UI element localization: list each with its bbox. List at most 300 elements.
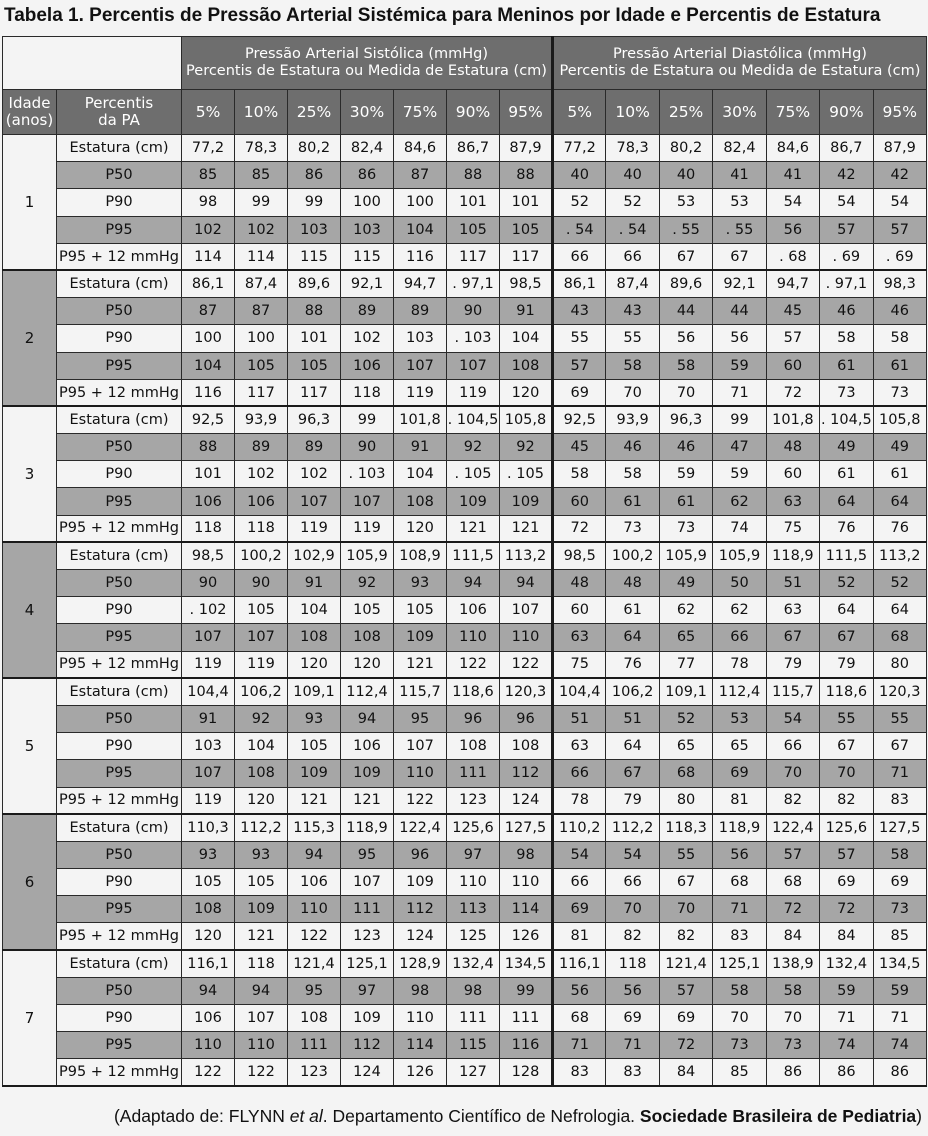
diastolic-value-cell: 61: [873, 461, 926, 488]
diastolic-value-cell: 53: [713, 705, 766, 732]
table-row: [3, 733, 927, 760]
systolic-value-cell: 121,4: [288, 950, 341, 977]
diastolic-value-cell: 80,2: [659, 135, 712, 162]
diastolic-value-cell: 75: [766, 515, 819, 542]
diastolic-value-cell: 54: [766, 189, 819, 216]
source-citation: [114, 1103, 922, 1129]
age-group: [3, 135, 927, 271]
diastolic-value-cell: 41: [766, 162, 819, 189]
diastolic-value-cell: 69: [820, 869, 873, 896]
diastolic-value-cell: 55: [873, 705, 926, 732]
diastolic-value-cell: 76: [606, 651, 659, 678]
table-row: [3, 624, 927, 651]
diastolic-value-cell: 57: [820, 216, 873, 243]
row-label: P95 + 12 mmHg: [57, 379, 182, 406]
row-label: P90: [57, 461, 182, 488]
row-label: P50: [57, 977, 182, 1004]
row-label: P95: [57, 896, 182, 923]
diastolic-value-cell: 52: [606, 189, 659, 216]
table-row: [3, 678, 927, 705]
systolic-value-cell: 104: [235, 733, 288, 760]
table-row: [3, 325, 927, 352]
systolic-value-cell: 98: [447, 977, 500, 1004]
systolic-value-cell: 108: [447, 733, 500, 760]
diastolic-value-cell: 86: [820, 1059, 873, 1086]
diastolic-value-cell: 68: [766, 869, 819, 896]
diastolic-value-cell: 52: [553, 189, 606, 216]
diastolic-value-cell: 82: [766, 787, 819, 814]
systolic-value-cell: 93: [288, 705, 341, 732]
systolic-value-cell: 121: [447, 515, 500, 542]
row-label: Estatura (cm): [57, 542, 182, 569]
systolic-value-cell: 98: [500, 841, 553, 868]
diastolic-value-cell: 69: [606, 1005, 659, 1032]
systolic-value-cell: 93: [394, 570, 447, 597]
diastolic-value-cell: 57: [766, 325, 819, 352]
table-row: [3, 243, 927, 270]
systolic-value-cell: . 103: [447, 325, 500, 352]
systolic-value-cell: 107: [235, 1005, 288, 1032]
systolic-value-cell: 117: [235, 379, 288, 406]
diastolic-value-cell: 51: [606, 705, 659, 732]
diastolic-value-cell: 132,4: [820, 950, 873, 977]
table-row: [3, 651, 927, 678]
systolic-value-cell: 101: [182, 461, 235, 488]
diastolic-value-cell: . 69: [820, 243, 873, 270]
systolic-value-cell: 110: [500, 624, 553, 651]
table-row: [3, 1032, 927, 1059]
row-label: P90: [57, 325, 182, 352]
systolic-value-cell: 118: [341, 379, 394, 406]
row-label: P95: [57, 352, 182, 379]
diastolic-value-cell: 40: [553, 162, 606, 189]
diastolic-value-cell: 43: [553, 298, 606, 325]
diastolic-value-cell: 74: [873, 1032, 926, 1059]
systolic-value-cell: 108: [288, 1005, 341, 1032]
diastolic-value-cell: 84: [766, 923, 819, 950]
diastolic-value-cell: 71: [713, 896, 766, 923]
diastolic-value-cell: 89,6: [659, 270, 712, 297]
diastolic-value-cell: 69: [553, 896, 606, 923]
systolic-value-cell: 122: [288, 923, 341, 950]
diastolic-value-cell: 61: [873, 352, 926, 379]
diastolic-value-cell: 72: [766, 379, 819, 406]
diastolic-value-cell: 61: [606, 488, 659, 515]
systolic-value-cell: 90: [182, 570, 235, 597]
row-label: Estatura (cm): [57, 135, 182, 162]
table-row: [3, 1005, 927, 1032]
systolic-value-cell: 87,4: [235, 270, 288, 297]
diastolic-value-cell: 82: [606, 923, 659, 950]
diastolic-value-cell: 82: [820, 787, 873, 814]
diastolic-value-cell: 59: [713, 352, 766, 379]
systolic-value-cell: 121: [500, 515, 553, 542]
age-group: [3, 814, 927, 950]
systolic-value-cell: . 105: [447, 461, 500, 488]
row-label: P90: [57, 1005, 182, 1032]
diastolic-value-cell: 66: [606, 869, 659, 896]
age-group: [3, 270, 927, 406]
row-label: P50: [57, 162, 182, 189]
systolic-value-cell: 107: [500, 597, 553, 624]
row-label: P95: [57, 760, 182, 787]
diastolic-value-cell: 105,9: [713, 542, 766, 569]
systolic-value-cell: 106: [235, 488, 288, 515]
diastolic-value-cell: 66: [553, 760, 606, 787]
systolic-value-cell: 90: [341, 434, 394, 461]
systolic-value-cell: 98,5: [182, 542, 235, 569]
systolic-value-cell: 102: [235, 461, 288, 488]
table-row: [3, 352, 927, 379]
systolic-value-cell: 89: [341, 298, 394, 325]
diastolic-value-cell: 54: [553, 841, 606, 868]
diastolic-value-cell: 58: [873, 325, 926, 352]
diastolic-value-cell: 40: [659, 162, 712, 189]
systolic-value-cell: 112: [341, 1032, 394, 1059]
diastolic-value-cell: 85: [713, 1059, 766, 1086]
systolic-value-cell: 105: [182, 869, 235, 896]
pa-header-line2: da PA: [98, 111, 140, 129]
systolic-value-cell: 88: [447, 162, 500, 189]
source-suffix: ): [916, 1106, 922, 1126]
systolic-value-cell: 112,2: [235, 814, 288, 841]
diastolic-value-cell: 109,1: [659, 678, 712, 705]
systolic-value-cell: 110: [500, 869, 553, 896]
systolic-value-cell: 123: [341, 923, 394, 950]
diastolic-value-cell: 106,2: [606, 678, 659, 705]
systolic-value-cell: 104: [182, 352, 235, 379]
systolic-value-cell: 124: [394, 923, 447, 950]
diastolic-value-cell: 60: [553, 488, 606, 515]
diastolic-value-cell: . 54: [606, 216, 659, 243]
systolic-value-cell: 96: [500, 705, 553, 732]
diastolic-value-cell: 52: [820, 570, 873, 597]
systolic-value-cell: 101: [447, 189, 500, 216]
systolic-value-cell: 119: [235, 651, 288, 678]
systolic-value-cell: 116: [500, 1032, 553, 1059]
table-row: [3, 542, 927, 569]
systolic-value-cell: 96: [394, 841, 447, 868]
systolic-value-cell: 122: [235, 1059, 288, 1086]
diastolic-value-cell: 98,3: [873, 270, 926, 297]
systolic-value-cell: 88: [288, 298, 341, 325]
diastolic-value-cell: 72: [659, 1032, 712, 1059]
systolic-value-cell: 121: [288, 787, 341, 814]
diastolic-value-cell: 79: [820, 651, 873, 678]
systolic-value-cell: 99: [288, 189, 341, 216]
diastolic-value-cell: 52: [659, 705, 712, 732]
systolic-value-cell: 84,6: [394, 135, 447, 162]
systolic-value-cell: 105: [288, 352, 341, 379]
age-cell: 1: [3, 135, 57, 271]
systolic-percentile-header: 95%: [500, 90, 553, 135]
diastolic-value-cell: 71: [713, 379, 766, 406]
diastolic-value-cell: 46: [659, 434, 712, 461]
systolic-value-cell: 105: [447, 216, 500, 243]
diastolic-value-cell: 98,5: [553, 542, 606, 569]
systolic-value-cell: 108: [500, 733, 553, 760]
systolic-value-cell: 115,3: [288, 814, 341, 841]
diastolic-value-cell: 121,4: [659, 950, 712, 977]
diastolic-value-cell: 118,3: [659, 814, 712, 841]
systolic-value-cell: 109: [394, 624, 447, 651]
diastolic-value-cell: 101,8: [766, 406, 819, 433]
diastolic-value-cell: 58: [766, 977, 819, 1004]
systolic-value-cell: 94: [500, 570, 553, 597]
diastolic-value-cell: 93,9: [606, 406, 659, 433]
diastolic-value-cell: 78: [553, 787, 606, 814]
systolic-value-cell: 89: [394, 298, 447, 325]
systolic-value-cell: 103: [341, 216, 394, 243]
systolic-value-cell: 106: [341, 352, 394, 379]
systolic-value-cell: 106: [182, 488, 235, 515]
diastolic-value-cell: 68: [873, 624, 926, 651]
systolic-value-cell: 102: [341, 325, 394, 352]
diastolic-value-cell: 78: [713, 651, 766, 678]
systolic-value-cell: 121: [235, 923, 288, 950]
systolic-value-cell: 86,7: [447, 135, 500, 162]
diastolic-value-cell: 80: [659, 787, 712, 814]
diastolic-value-cell: 64: [820, 488, 873, 515]
diastolic-value-cell: 115,7: [766, 678, 819, 705]
systolic-value-cell: 120: [182, 923, 235, 950]
row-label: P95 + 12 mmHg: [57, 923, 182, 950]
diastolic-value-cell: 73: [873, 379, 926, 406]
systolic-value-cell: 110: [288, 896, 341, 923]
systolic-value-cell: 118,9: [341, 814, 394, 841]
systolic-value-cell: 113,2: [500, 542, 553, 569]
diastolic-value-cell: 56: [766, 216, 819, 243]
systolic-value-cell: 114: [182, 243, 235, 270]
diastolic-value-cell: 52: [873, 570, 926, 597]
systolic-value-cell: 86,1: [182, 270, 235, 297]
diastolic-value-cell: 63: [766, 488, 819, 515]
diastolic-value-cell: 60: [766, 461, 819, 488]
systolic-value-cell: . 105: [500, 461, 553, 488]
systolic-value-cell: 101,8: [394, 406, 447, 433]
diastolic-value-cell: 69: [873, 869, 926, 896]
diastolic-value-cell: 69: [553, 379, 606, 406]
age-group: [3, 542, 927, 678]
diastolic-value-cell: . 97,1: [820, 270, 873, 297]
systolic-value-cell: 119: [288, 515, 341, 542]
systolic-header-line1: Pressão Arterial Sistólica (mmHg): [244, 46, 489, 62]
systolic-value-cell: 90: [235, 570, 288, 597]
systolic-group-header: [182, 37, 553, 90]
diastolic-value-cell: 67: [659, 869, 712, 896]
diastolic-value-cell: 54: [873, 189, 926, 216]
table-row: [3, 869, 927, 896]
diastolic-value-cell: 71: [873, 1005, 926, 1032]
diastolic-value-cell: 68: [713, 869, 766, 896]
systolic-value-cell: 115,7: [394, 678, 447, 705]
diastolic-value-cell: 111,5: [820, 542, 873, 569]
systolic-value-cell: 92: [235, 705, 288, 732]
systolic-value-cell: 110: [182, 1032, 235, 1059]
row-label: P95: [57, 216, 182, 243]
source-etal: et al: [289, 1106, 323, 1126]
systolic-value-cell: 104: [394, 461, 447, 488]
systolic-value-cell: 125,1: [341, 950, 394, 977]
systolic-value-cell: 107: [182, 624, 235, 651]
systolic-value-cell: 120: [288, 651, 341, 678]
diastolic-value-cell: 48: [766, 434, 819, 461]
systolic-value-cell: 122: [447, 651, 500, 678]
systolic-value-cell: 105: [288, 733, 341, 760]
diastolic-value-cell: 60: [766, 352, 819, 379]
diastolic-value-cell: 63: [766, 597, 819, 624]
diastolic-value-cell: 45: [553, 434, 606, 461]
systolic-value-cell: 106: [447, 597, 500, 624]
age-group: [3, 950, 927, 1086]
pa-header-line1: Percentis: [84, 94, 154, 112]
diastolic-value-cell: 48: [606, 570, 659, 597]
row-label: P90: [57, 869, 182, 896]
systolic-value-cell: 122: [394, 787, 447, 814]
diastolic-value-cell: 61: [659, 488, 712, 515]
diastolic-value-cell: 64: [820, 597, 873, 624]
systolic-value-cell: 125: [447, 923, 500, 950]
systolic-value-cell: 100,2: [235, 542, 288, 569]
systolic-value-cell: 105: [235, 869, 288, 896]
table-row: [3, 461, 927, 488]
diastolic-value-cell: 113,2: [873, 542, 926, 569]
diastolic-value-cell: 86,1: [553, 270, 606, 297]
diastolic-percentile-header: 75%: [766, 90, 819, 135]
age-cell: 7: [3, 950, 57, 1086]
diastolic-value-cell: 51: [766, 570, 819, 597]
diastolic-value-cell: 54: [820, 189, 873, 216]
diastolic-value-cell: 63: [553, 733, 606, 760]
diastolic-value-cell: 63: [553, 624, 606, 651]
systolic-value-cell: 124: [341, 1059, 394, 1086]
table-row: [3, 270, 927, 297]
diastolic-value-cell: 42: [873, 162, 926, 189]
diastolic-percentile-header: 5%: [553, 90, 606, 135]
systolic-value-cell: 124: [500, 787, 553, 814]
diastolic-value-cell: 58: [873, 841, 926, 868]
diastolic-value-cell: 56: [553, 977, 606, 1004]
systolic-value-cell: 100: [341, 189, 394, 216]
source-prefix: (Adaptado de: FLYNN: [113, 1106, 290, 1126]
systolic-value-cell: 109: [235, 896, 288, 923]
diastolic-value-cell: 49: [820, 434, 873, 461]
table-row: [3, 298, 927, 325]
diastolic-value-cell: 56: [659, 325, 712, 352]
systolic-value-cell: 94: [288, 841, 341, 868]
diastolic-value-cell: 69: [713, 760, 766, 787]
systolic-value-cell: 123: [288, 1059, 341, 1086]
systolic-value-cell: 92: [341, 570, 394, 597]
diastolic-value-cell: 61: [820, 461, 873, 488]
systolic-value-cell: 87,9: [500, 135, 553, 162]
diastolic-value-cell: 49: [659, 570, 712, 597]
diastolic-value-cell: 74: [820, 1032, 873, 1059]
systolic-value-cell: 98,5: [500, 270, 553, 297]
diastolic-value-cell: 86,7: [820, 135, 873, 162]
diastolic-value-cell: 62: [659, 597, 712, 624]
systolic-value-cell: 118: [235, 515, 288, 542]
systolic-value-cell: 117: [288, 379, 341, 406]
systolic-value-cell: 125,6: [447, 814, 500, 841]
systolic-value-cell: 108: [500, 352, 553, 379]
diastolic-value-cell: 54: [766, 705, 819, 732]
diastolic-value-cell: 62: [713, 597, 766, 624]
diastolic-value-cell: 46: [606, 434, 659, 461]
systolic-value-cell: 89: [235, 434, 288, 461]
diastolic-value-cell: . 69: [873, 243, 926, 270]
systolic-value-cell: 100: [235, 325, 288, 352]
row-label: P50: [57, 570, 182, 597]
systolic-value-cell: 104: [500, 325, 553, 352]
table-row: [3, 515, 927, 542]
systolic-value-cell: 112: [500, 760, 553, 787]
systolic-value-cell: 122: [500, 651, 553, 678]
diastolic-value-cell: . 55: [659, 216, 712, 243]
systolic-value-cell: 82,4: [341, 135, 394, 162]
diastolic-value-cell: 78,3: [606, 135, 659, 162]
systolic-value-cell: 123: [447, 787, 500, 814]
systolic-value-cell: 99: [235, 189, 288, 216]
row-label: P95 + 12 mmHg: [57, 243, 182, 270]
systolic-value-cell: 86: [341, 162, 394, 189]
diastolic-value-cell: 66: [553, 869, 606, 896]
age-cell: 6: [3, 814, 57, 950]
systolic-value-cell: 116,1: [182, 950, 235, 977]
diastolic-value-cell: 45: [766, 298, 819, 325]
diastolic-value-cell: 87,9: [873, 135, 926, 162]
table-header: [3, 37, 927, 135]
systolic-value-cell: 107: [394, 352, 447, 379]
systolic-value-cell: 116: [182, 379, 235, 406]
systolic-value-cell: 105: [235, 352, 288, 379]
systolic-value-cell: 86: [288, 162, 341, 189]
diastolic-percentile-header: 25%: [659, 90, 712, 135]
diastolic-value-cell: 86: [873, 1059, 926, 1086]
diastolic-value-cell: 76: [820, 515, 873, 542]
systolic-value-cell: 97: [447, 841, 500, 868]
systolic-percentile-header: 10%: [235, 90, 288, 135]
row-label: P95 + 12 mmHg: [57, 515, 182, 542]
diastolic-value-cell: 58: [553, 461, 606, 488]
row-label: P95: [57, 1032, 182, 1059]
systolic-value-cell: 93: [182, 841, 235, 868]
diastolic-group-header: [553, 37, 927, 90]
diastolic-value-cell: 65: [659, 624, 712, 651]
diastolic-value-cell: 72: [820, 896, 873, 923]
age-header-line2: (anos): [5, 111, 54, 129]
diastolic-value-cell: 64: [606, 733, 659, 760]
diastolic-value-cell: 73: [659, 515, 712, 542]
header-corner: [3, 37, 182, 90]
diastolic-value-cell: 81: [713, 787, 766, 814]
diastolic-value-cell: 71: [873, 760, 926, 787]
table-row: [3, 162, 927, 189]
systolic-value-cell: 102: [235, 216, 288, 243]
diastolic-value-cell: 60: [553, 597, 606, 624]
systolic-value-cell: 118: [182, 515, 235, 542]
diastolic-value-cell: 61: [606, 597, 659, 624]
systolic-value-cell: 106,2: [235, 678, 288, 705]
diastolic-value-cell: 112,4: [713, 678, 766, 705]
diastolic-value-cell: 112,2: [606, 814, 659, 841]
diastolic-value-cell: 77,2: [553, 135, 606, 162]
diastolic-value-cell: . 54: [553, 216, 606, 243]
diastolic-value-cell: 84: [659, 1059, 712, 1086]
systolic-value-cell: 115: [288, 243, 341, 270]
diastolic-value-cell: 42: [820, 162, 873, 189]
diastolic-value-cell: 57: [659, 977, 712, 1004]
